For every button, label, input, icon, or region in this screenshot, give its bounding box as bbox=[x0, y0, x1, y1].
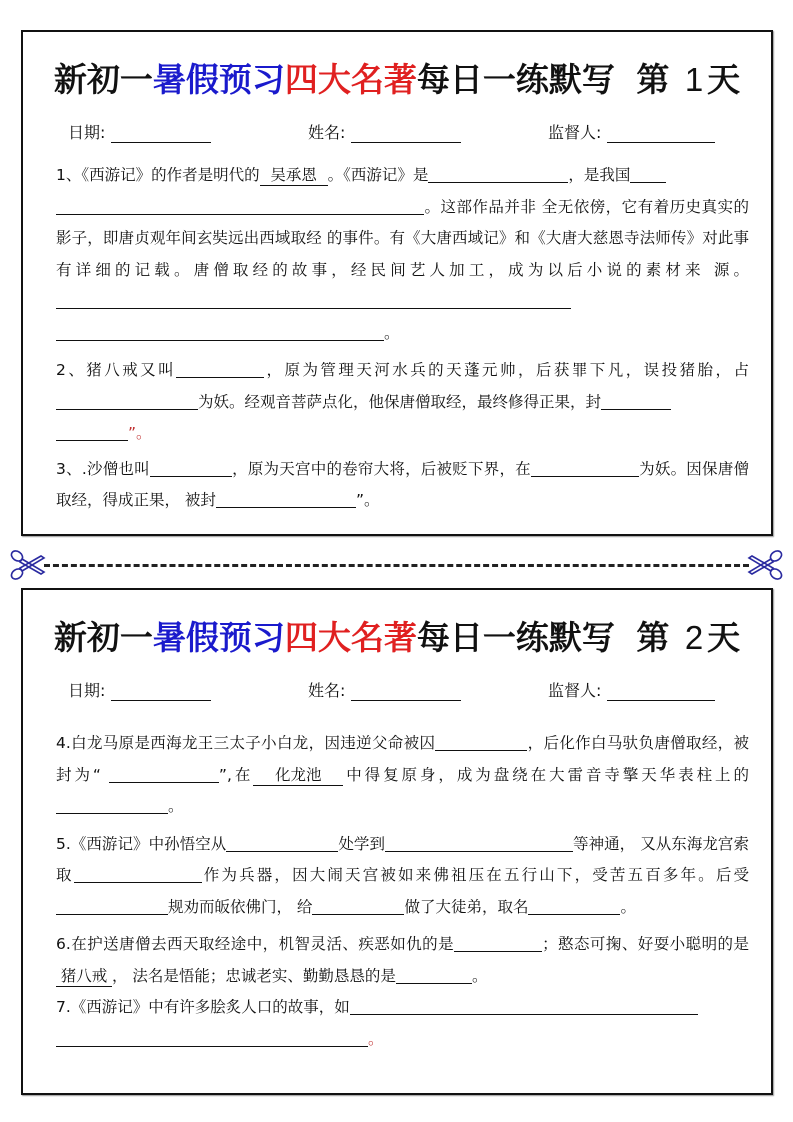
q5-text: 处学到 bbox=[338, 834, 385, 853]
name-blank[interactable] bbox=[351, 682, 461, 701]
name-label: 姓名: bbox=[308, 123, 346, 142]
meta-row bbox=[23, 120, 771, 144]
cut-line bbox=[0, 548, 793, 582]
q6-text: ， 法名是悟能；忠诚老实、勤勤恳恳的是 bbox=[112, 966, 396, 985]
q6-blank-sha[interactable] bbox=[396, 965, 472, 984]
q5-text: 规劝而皈依佛门， 给 bbox=[168, 897, 313, 916]
q1-text: 。《西游记》是 bbox=[327, 166, 429, 184]
question-5 bbox=[56, 829, 749, 924]
q4-blank-form[interactable] bbox=[56, 795, 168, 814]
date-field[interactable] bbox=[68, 678, 211, 701]
q4-text: 中得复原身，成为盘绕在大雷音寺擎天华表柱上的 bbox=[343, 765, 749, 784]
name-field[interactable] bbox=[308, 120, 461, 143]
day-number: 1 bbox=[684, 61, 704, 98]
q2-text: ，原为管理天河水兵的天蓬元帅，后获罪下凡，误投猪胎，占 bbox=[264, 361, 749, 379]
name-field[interactable] bbox=[308, 678, 461, 701]
q5-blank-master[interactable] bbox=[226, 833, 338, 852]
supervisor-blank[interactable] bbox=[607, 682, 715, 701]
question-4 bbox=[56, 728, 749, 823]
q6-text: 。 bbox=[471, 966, 488, 985]
q6-text: ；憨态可掬、好耍小聪明的是 bbox=[542, 935, 749, 953]
q5-text: 等神通， 又从东海龙宫索取 bbox=[56, 834, 749, 884]
name-label: 姓名: bbox=[308, 681, 346, 700]
q4-blank-prison[interactable] bbox=[435, 732, 527, 751]
scissors-icon bbox=[745, 548, 785, 582]
date-field[interactable] bbox=[68, 120, 211, 143]
q6-text: 6.在护送唐僧去西天取经途中，机智灵活、疾恶如仇的是 bbox=[56, 935, 455, 953]
q2-blank-alias[interactable] bbox=[176, 359, 264, 378]
q7-blank-stories-cont[interactable] bbox=[56, 1028, 368, 1047]
q7-text-end: 。 bbox=[368, 1029, 384, 1048]
q4-text: 。 bbox=[168, 797, 184, 815]
q1-text: ，是我国 bbox=[568, 166, 631, 184]
worksheet-day-2 bbox=[21, 588, 773, 1095]
q5-text: 5.《西游记》中孙悟空从 bbox=[56, 834, 227, 853]
q3-blank-alias[interactable] bbox=[150, 458, 232, 477]
q3-text: ，原为天宫中的卷帘大将，后被贬下界，在 bbox=[231, 459, 531, 478]
date-blank[interactable] bbox=[111, 682, 211, 701]
dashed-divider bbox=[44, 564, 749, 567]
questions-block bbox=[56, 728, 749, 1055]
q7-text: 7.《西游记》中有许多脍炙人口的故事，如 bbox=[56, 998, 350, 1016]
q5-blank-persuader[interactable] bbox=[56, 896, 168, 915]
supervisor-label: 监督人: bbox=[548, 123, 602, 142]
question-7 bbox=[56, 992, 749, 1055]
day-suffix: 天 bbox=[707, 60, 741, 99]
title-part: 新初一 bbox=[53, 618, 153, 657]
title-part: 每日一练默写 bbox=[416, 618, 615, 657]
q2-text: 2、猪八戒又叫 bbox=[56, 361, 177, 379]
name-blank[interactable] bbox=[351, 124, 461, 143]
supervisor-field[interactable] bbox=[548, 678, 715, 701]
day-label: 第 bbox=[636, 60, 670, 99]
supervisor-field[interactable] bbox=[548, 120, 715, 143]
questions-block bbox=[56, 160, 749, 517]
q4-answer-pool: 化龙池 bbox=[253, 765, 343, 786]
title-part-blue: 暑假预习 bbox=[152, 60, 285, 99]
q3-text-end: ”。 bbox=[355, 491, 380, 509]
q3-blank-title[interactable] bbox=[216, 489, 356, 508]
title-part: 新初一 bbox=[53, 60, 153, 99]
q1-blank-source[interactable] bbox=[56, 290, 571, 309]
worksheet-title bbox=[23, 54, 771, 101]
supervisor-blank[interactable] bbox=[607, 124, 715, 143]
q5-text: 做了大徒弟，取名 bbox=[404, 897, 529, 916]
q1-answer-author: 吴承恩 bbox=[260, 165, 328, 186]
q2-text-end: ”。 bbox=[128, 424, 152, 442]
q1-text: 。 bbox=[384, 323, 400, 342]
q1-blank-status[interactable] bbox=[630, 164, 666, 183]
question-3 bbox=[56, 454, 749, 517]
q1-blank-status-cont[interactable] bbox=[56, 196, 424, 215]
q4-text: 4.白龙马原是西海龙王三太子小白龙，因违逆父命被囚 bbox=[56, 734, 436, 752]
title-part-blue: 暑假预习 bbox=[152, 618, 285, 657]
day-number: 2 bbox=[684, 619, 704, 656]
worksheet-day-1 bbox=[21, 30, 773, 536]
q1-blank-source-cont[interactable] bbox=[56, 322, 384, 341]
q3-text: 为妖。因保唐僧取经，得成正果， 被封 bbox=[56, 459, 749, 509]
q3-blank-place[interactable] bbox=[531, 458, 639, 477]
q3-text: 3、.沙僧也叫 bbox=[56, 459, 150, 478]
q7-blank-stories[interactable] bbox=[350, 996, 698, 1015]
q5-blank-skills[interactable] bbox=[385, 833, 573, 852]
date-blank[interactable] bbox=[111, 124, 211, 143]
day-label: 第 bbox=[636, 618, 670, 657]
q5-blank-weapon[interactable] bbox=[74, 864, 202, 883]
q4-text: ”,在 bbox=[218, 765, 254, 784]
date-label: 日期: bbox=[68, 123, 106, 142]
supervisor-label: 监督人: bbox=[548, 681, 602, 700]
title-part-red: 四大名著 bbox=[284, 60, 417, 99]
q6-blank-monkey[interactable] bbox=[454, 933, 542, 952]
q5-blank-master2[interactable] bbox=[312, 896, 404, 915]
q2-blank-title[interactable] bbox=[601, 391, 671, 410]
title-part-red: 四大名著 bbox=[284, 618, 417, 657]
q1-blank-genre[interactable] bbox=[428, 164, 568, 183]
q5-blank-name[interactable] bbox=[528, 896, 620, 915]
q2-text: 为妖。经观音菩萨点化，他保唐僧取经，最终修得正果，封 bbox=[198, 392, 602, 411]
question-6 bbox=[56, 929, 749, 992]
question-1 bbox=[56, 160, 749, 349]
q1-text: 。这部作品并非 全无依傍，它有着历史真实的 影子，即唐贞观年间玄奘远出西域取经 的事件。有《大唐西域记》和《大唐大慈恩寺法师传》对此事有详细的记载。唐僧取经的故事，经民间艺人加工，成为以后小说的素材来 源。 bbox=[56, 197, 749, 279]
q2-blank-title-cont[interactable] bbox=[56, 422, 128, 441]
q1-text: 1、《西游记》的作者是明代的 bbox=[56, 166, 260, 184]
q4-blank-title[interactable] bbox=[109, 764, 219, 783]
date-label: 日期: bbox=[68, 681, 106, 700]
scissors-icon bbox=[8, 548, 48, 582]
q5-text: 作为兵器，因大闹天宫被如来佛祖压在五行山下，受苦五百多年。后受 bbox=[201, 866, 749, 884]
day-suffix: 天 bbox=[707, 618, 741, 657]
q4-text: ，后化作白马驮负唐僧取经，被封为“ bbox=[56, 734, 749, 784]
meta-row bbox=[23, 678, 771, 702]
title-part: 每日一练默写 bbox=[416, 60, 615, 99]
worksheet-title bbox=[23, 612, 771, 659]
q5-text: 。 bbox=[620, 897, 636, 916]
q6-answer-pig: 猪八戒 bbox=[56, 966, 112, 987]
q2-blank-place[interactable] bbox=[56, 391, 198, 410]
question-2 bbox=[56, 355, 749, 450]
